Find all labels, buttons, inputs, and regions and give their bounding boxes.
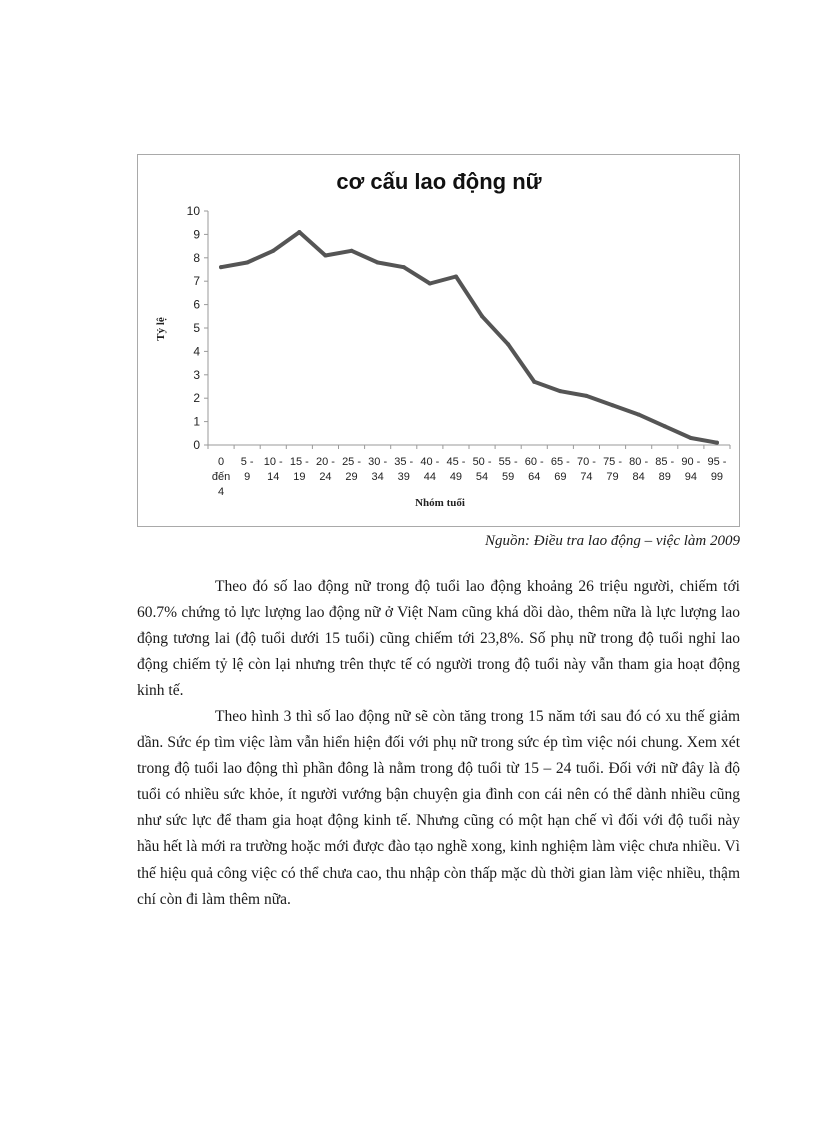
x-tick-label: 50 -54 — [472, 456, 492, 483]
x-tick-label: 35 -39 — [394, 456, 414, 483]
y-tick-label: 8 — [193, 250, 200, 265]
y-tick-label: 9 — [193, 227, 200, 242]
x-tick-label: 30 -34 — [368, 456, 388, 483]
y-tick-label: 3 — [193, 367, 200, 382]
x-tick-label: 5 -9 — [240, 456, 254, 483]
data-point — [663, 424, 667, 428]
y-tick-label: 0 — [193, 438, 200, 452]
series-line — [221, 232, 717, 443]
x-tick-label: 55 -59 — [498, 456, 518, 483]
chart-title: cơ cấu lao động nữ — [336, 169, 542, 194]
data-point — [454, 275, 458, 279]
chart-container — [137, 154, 740, 527]
paragraph-2: Theo hình 3 thì số lao động nữ sẽ còn tăng trong 15 năm tới sau đó có xu thế giảm dần. Sức ép tìm việc làm vẫn hiển hiện đối với phụ nữ trong sức ép tìm việc nói chung. Xem xét trong độ tuổi lao động thì phần đông là nằm trong độ tuổi từ 15 – 24 tuổi. Đối với nữ đây là độ tuổi có nhiều sức khỏe, ít người vướng bận chuyện gia đình con cái nên có thể dành nhiều cũng như sức lực để tham gia hoạt động kinh tế. Nhưng cũng có một hạn chế vì đối với độ tuổi này hầu hết là mới ra trường hoặc mới được đào tạo nghề xong, kinh nghiệm làm việc chưa nhiều. Vì thế hiệu quả công việc có thể chưa cao, thu nhập còn thấp mặc dù thời gian làm việc nhiều, thậm chí còn đi làm thêm nữa. — [137, 708, 740, 908]
x-tick-label: 0 đến 4 — [211, 456, 231, 498]
data-point — [532, 380, 536, 384]
data-point — [558, 389, 562, 393]
data-point — [611, 403, 615, 407]
x-tick-label: 70 -74 — [576, 456, 596, 483]
data-point — [297, 230, 301, 234]
y-tick-label: 6 — [193, 297, 200, 312]
data-point — [715, 441, 719, 445]
data-point — [271, 249, 275, 253]
x-tick-label: 60 -64 — [524, 456, 544, 483]
x-tick-label: 40 -44 — [420, 456, 440, 483]
data-point — [350, 249, 354, 253]
data-point — [428, 282, 432, 286]
x-tick-label: 80 -84 — [629, 456, 649, 483]
line-chart — [138, 155, 741, 528]
y-tick-label: 2 — [193, 391, 200, 406]
x-tick-label: 45 -49 — [446, 456, 466, 483]
x-tick-label: 15 -19 — [289, 456, 309, 483]
data-point — [376, 260, 380, 264]
data-point — [689, 436, 693, 440]
data-point — [480, 314, 484, 318]
data-point — [506, 342, 510, 346]
data-point — [323, 253, 327, 257]
data-point — [245, 260, 249, 264]
x-tick-label: 10 -14 — [263, 456, 283, 483]
x-tick-label: 95 -99 — [707, 456, 727, 483]
x-tick-label: 25 -29 — [342, 456, 362, 483]
data-point — [637, 413, 641, 417]
y-tick-label: 7 — [193, 274, 200, 289]
x-axis-label: Nhóm tuổi — [415, 497, 465, 509]
data-point — [402, 265, 406, 269]
paragraph-1: Theo đó số lao động nữ trong độ tuổi lao động khoảng 26 triệu người, chiếm tới 60.7% chứng tỏ lực lượng lao động nữ ở Việt Nam cũng khá dồi dào, thêm nữa là lực lượng lao động tương lai (độ tuổi dưới 15 tuổi) cũng chiếm tới 23,8%. Số phụ nữ trong độ tuổi nghỉ lao động chiếm tỷ lệ còn lại nhưng trên thực tế có người trong độ tuổi này vẫn tham gia hoạt động kinh tế. — [137, 578, 740, 700]
figure-source: Nguồn: Điều tra lao động – việc làm 2009 — [485, 533, 740, 549]
y-tick-label: 10 — [186, 204, 200, 218]
x-tick-label: 75 -79 — [603, 456, 623, 483]
y-tick-label: 1 — [193, 414, 200, 429]
data-point — [584, 394, 588, 398]
y-tick-label: 4 — [193, 344, 200, 359]
x-tick-label: 85 -89 — [655, 456, 675, 483]
y-tick-label: 5 — [193, 321, 200, 335]
x-tick-label: 90 -94 — [681, 456, 701, 483]
x-tick-label: 65 -69 — [550, 456, 570, 483]
x-tick-label: 20 -24 — [315, 456, 335, 483]
data-point — [219, 265, 223, 269]
y-axis-label: Tỷ lệ — [155, 317, 167, 341]
